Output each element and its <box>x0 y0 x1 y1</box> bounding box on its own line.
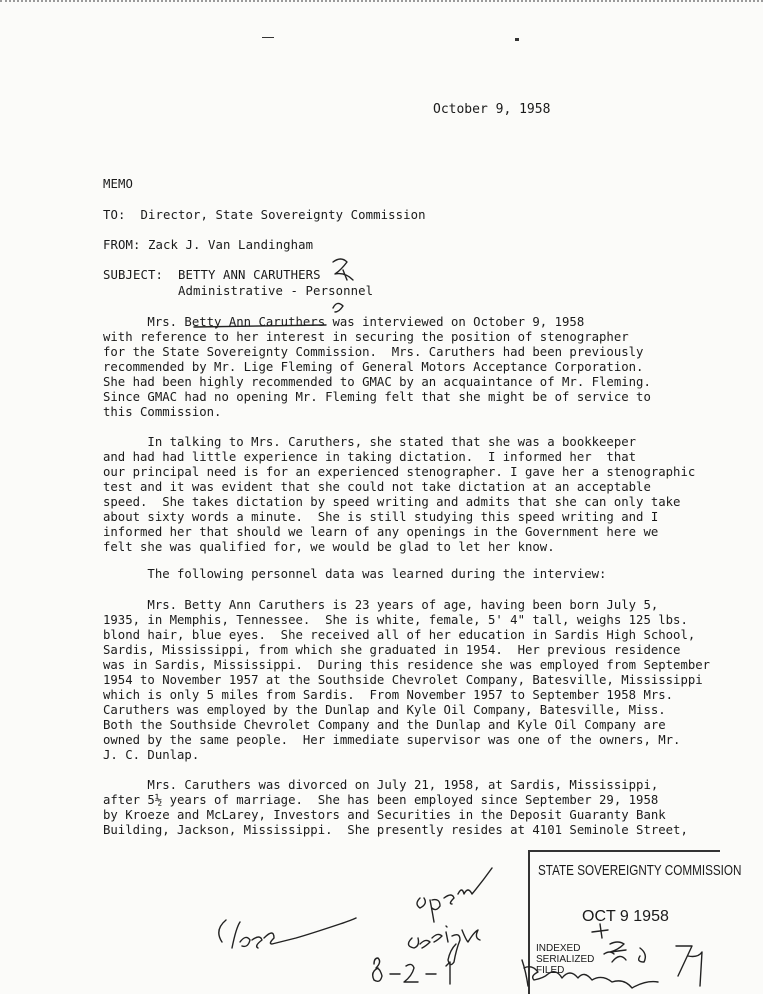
text-line: about sixty words a minute. She is still studying this speed writing and I <box>103 510 659 524</box>
text-line: informed her that should we learn of any openings in the Government here we <box>103 525 659 539</box>
text-line: Since GMAC had no opening Mr. Fleming felt that she might be of service to <box>103 390 651 404</box>
text-line: In talking to Mrs. Caruthers, she stated that she was a bookkeeper <box>103 435 637 449</box>
from-line: FROM: Zack J. Van Landingham <box>103 238 314 252</box>
text-line: recommended by Mr. Lige Fleming of General Motors Acceptance Corporation. <box>103 360 644 374</box>
text-line: which is only 5 miles from Sardis. From November 1957 to September 1958 Mrs. <box>103 688 674 702</box>
stamp-title: STATE SOVEREIGNTY COMMISSION <box>538 862 742 879</box>
text-line: Sardis, Mississippi, from which she graduated in 1954. Her previous residence <box>103 643 681 657</box>
text-line: Caruthers was employed by the Dunlap and Kyle Oil Company, Batesville, Miss. <box>103 703 666 717</box>
memo-date: October 9, 1958 <box>433 102 551 117</box>
memo-heading: MEMO <box>103 177 134 191</box>
stamp-filed-label: FILED <box>536 965 565 976</box>
text-line: with reference to her interest in securing the position of stenographer <box>103 330 629 344</box>
close-handwriting <box>219 918 356 948</box>
text-line: Mrs. Betty Ann Caruthers was interviewed on October 9, 1958 <box>103 315 585 329</box>
text-line: felt she was qualified for, we would be glad to let her know. <box>103 540 555 554</box>
text-line: Both the Southside Chevrolet Company and the Dunlap and Kyle Oil Company are <box>103 718 666 732</box>
text-line: speed. She takes dictation by speed writing and admits that she can only take <box>103 495 681 509</box>
text-line: She had been highly recommended to GMAC by an acquaintance of Mr. Fleming. <box>103 375 651 389</box>
text-line: for the State Sovereignty Commission. Mrs. Caruthers had been previously <box>103 345 644 359</box>
text-line: blond hair, blue eyes. She received all of her education in Sardis High School, <box>103 628 696 642</box>
name-underline <box>194 325 326 327</box>
text-line: was in Sardis, Mississippi. During this residence she was employed from September <box>103 658 711 672</box>
text-line: and had had little experience in taking dictation. I informed her that <box>103 450 637 464</box>
text-line: 1954 to November 1957 at the Southside Chevrolet Company, Batesville, Mississippi <box>103 673 703 687</box>
text-line: Mrs. Betty Ann Caruthers is 23 years of age, having been born July 5, <box>103 598 659 612</box>
text-line: Mrs. Caruthers was divorced on July 21, 1958, at Sardis, Mississippi, <box>103 778 659 792</box>
text-line: The following personnel data was learned during the interview: <box>103 567 607 581</box>
text-line: this Commission. <box>103 405 222 419</box>
text-line: by Kroeze and McLarey, Investors and Securities in the Deposit Guaranty Bank <box>103 808 666 822</box>
text-line: owned by the same people. Her immediate supervisor was one of the owners, Mr. <box>103 733 681 747</box>
stamp-signature <box>522 960 658 988</box>
file-number-handwriting <box>373 958 450 984</box>
stamp-initials <box>592 924 626 962</box>
stamp-indexed-label: INDEXED <box>536 943 581 954</box>
text-line: 1935, in Memphis, Tennessee. She is white, female, 5' 4" tall, weighs 125 lbs. <box>103 613 688 627</box>
subject-line: SUBJECT: BETTY ANN CARUTHERS <box>103 268 321 282</box>
text-line: J. C. Dunlap. <box>103 748 200 762</box>
stamp-serialized-label: SERIALIZED <box>536 954 595 965</box>
to-line: TO: Director, State Sovereignty Commission <box>103 208 426 222</box>
initials-mark <box>333 259 353 280</box>
open-handwriting <box>417 868 492 922</box>
check-mark <box>333 303 343 312</box>
text-line: test and it was evident that she could not take dictation at an acceptable <box>103 480 651 494</box>
stamp-date: OCT 9 1958 <box>582 908 669 925</box>
text-line: after 5½ years of marriage. She has been employed since September 29, 1958 <box>103 793 659 807</box>
assign-handwriting <box>408 926 480 965</box>
subject-line-2: Administrative - Personnel <box>178 284 374 298</box>
text-line: Building, Jackson, Mississippi. She presently resides at 4101 Seminole Street, <box>103 823 688 837</box>
stamp-slash-mark <box>639 946 702 986</box>
text-line: our principal need is for an experienced stenographer. I gave her a stenographic <box>103 465 696 479</box>
